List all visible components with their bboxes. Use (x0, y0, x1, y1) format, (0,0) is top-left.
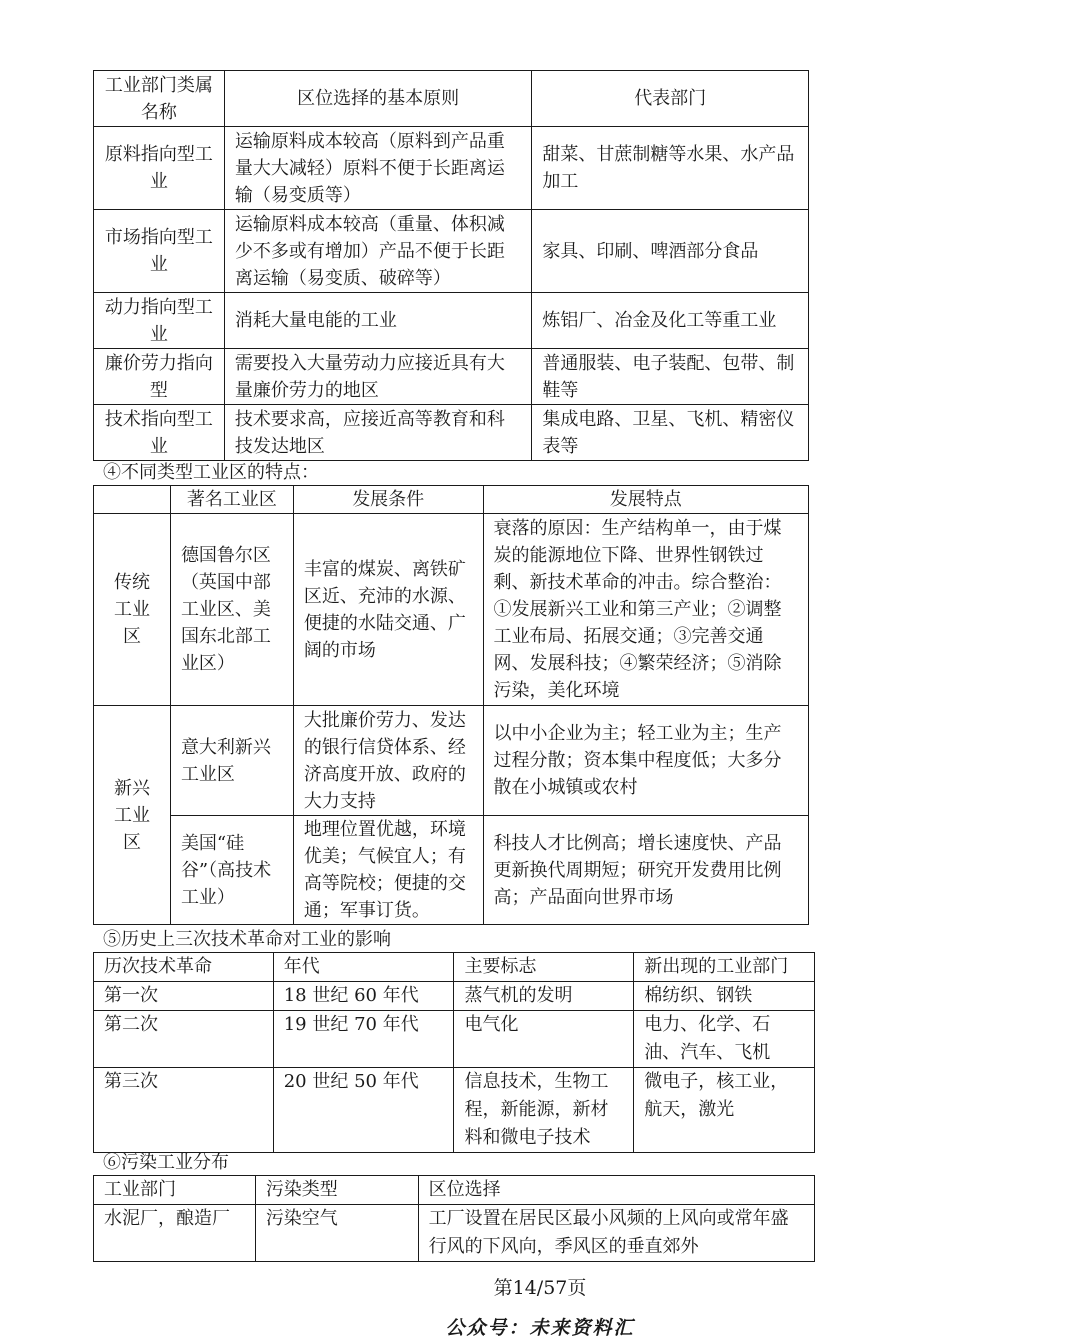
table-cell: 污染空气 (255, 1205, 418, 1262)
page-number: 第14/57页 (493, 1277, 587, 1299)
table-cell: 需要投入大量劳动力应接近具有大量廉价劳力的地区 (224, 349, 532, 405)
table-row (94, 706, 809, 816)
table-cell: 信息技术，生物工程，新能源，新材料和微电子技术 (454, 1068, 634, 1153)
table-cell: 电气化 (454, 1011, 634, 1068)
table-cell: 科技人才比例高；增长速度快、产品更新换代周期短；研究开发费用比例高；产品面向世界市场 (483, 816, 808, 925)
table-cell: 18 世纪 60 年代 (273, 982, 454, 1011)
table-cell: 德国鲁尔区（英国中部工业区、美国东北部工业区） (170, 514, 293, 706)
table-cell: 工厂设置在居民区最小风频的上风向或常年盛行风的下风向，季风区的垂直郊外 (418, 1205, 814, 1262)
table-row (94, 405, 809, 461)
table-cell: 家具、印刷、啤酒部分食品 (532, 210, 809, 293)
table-cell: 原料指向型工业 (94, 127, 225, 210)
table-cell: 美国“硅谷”（高技术工业） (170, 816, 293, 925)
table-cell: 炼铝厂、冶金及化工等重工业 (532, 293, 809, 349)
table-cell: 技术要求高，应接近高等教育和科技发达地区 (224, 405, 532, 461)
table-header-row (94, 71, 809, 127)
table-cell: 丰富的煤炭、离铁矿区近、充沛的水源、便捷的水陆交通、广阔的市场 (293, 514, 483, 706)
region-type-cell: 新兴工业区 (94, 706, 171, 925)
header-cell: 污染类型 (255, 1176, 418, 1205)
header-cell: 年代 (273, 953, 454, 982)
table-cell: 甜菜、甘蔗制糖等水果、水产品加工 (532, 127, 809, 210)
table-row (94, 349, 809, 405)
header-cell: 代表部门 (532, 71, 809, 127)
header-cell: 新出现的工业部门 (634, 953, 815, 982)
table-cell: 市场指向型工业 (94, 210, 225, 293)
header-cell: 区位选择 (418, 1176, 814, 1205)
pollution-industry-table (93, 1175, 815, 1262)
table-header-row (94, 486, 809, 514)
tech-revolutions-table (93, 952, 815, 1153)
table-cell: 意大利新兴工业区 (170, 706, 293, 816)
section-4-title: ④不同类型工业区的特点： (103, 462, 319, 483)
table-cell: 20 世纪 50 年代 (273, 1068, 454, 1153)
table-cell: 第二次 (94, 1011, 274, 1068)
table-cell: 棉纺织、钢铁 (634, 982, 815, 1011)
table-row (94, 982, 815, 1011)
table-cell: 19 世纪 70 年代 (273, 1011, 454, 1068)
table-row (94, 1011, 815, 1068)
table-row (94, 1205, 815, 1262)
header-cell: 著名工业区 (170, 486, 293, 514)
header-cell: 历次技术革命 (94, 953, 274, 982)
brand-watermark: 公众号：未来资料汇 (445, 1317, 635, 1339)
table-row (94, 1068, 815, 1153)
table-cell: 第三次 (94, 1068, 274, 1153)
table-cell: 大批廉价劳力、发达的银行信贷体系、经济高度开放、政府的大力支持 (293, 706, 483, 816)
table-header-row (94, 953, 815, 982)
header-cell: 工业部门类属名称 (94, 71, 225, 127)
table-cell: 普通服装、电子装配、包带、制鞋等 (532, 349, 809, 405)
table-cell: 集成电路、卫星、飞机、精密仪表等 (532, 405, 809, 461)
table-cell: 衰落的原因：生产结构单一，由于煤炭的能源地位下降、世界性钢铁过剩、新技术革命的冲击。综合整治：①发展新兴工业和第三产业；②调整工业布局、拓展交通；③完善交通网、发展科技；④繁荣经济；⑤消除污染，美化环境 (483, 514, 808, 706)
table-cell: 水泥厂，酿造厂 (94, 1205, 256, 1262)
industry-orientation-table (93, 70, 809, 461)
industrial-regions-table (93, 485, 809, 925)
table-cell: 地理位置优越，环境优美；气候宜人；有高等院校；便捷的交通；军事订货。 (293, 816, 483, 925)
table-cell: 消耗大量电能的工业 (224, 293, 532, 349)
header-cell: 主要标志 (454, 953, 634, 982)
table-cell: 电力、化学、石油、汽车、飞机 (634, 1011, 815, 1068)
table-cell: 以中小企业为主；轻工业为主；生产过程分散；资本集中程度低；大多分散在小城镇或农村 (483, 706, 808, 816)
table-cell: 技术指向型工业 (94, 405, 225, 461)
table-row (94, 293, 809, 349)
table-row (94, 210, 809, 293)
table-cell: 第一次 (94, 982, 274, 1011)
table-cell: 微电子，核工业，航天，激光 (634, 1068, 815, 1153)
table-cell: 廉价劳力指向型 (94, 349, 225, 405)
header-cell: 发展条件 (293, 486, 483, 514)
region-type-cell: 传统工业区 (94, 514, 171, 706)
table-cell: 运输原料成本较高（原料到产品重量大大减轻）原料不便于长距离运输（易变质等） (224, 127, 532, 210)
table-row (94, 127, 809, 210)
table-row (94, 514, 809, 706)
table-header-row (94, 1176, 815, 1205)
section-6-title: ⑥污染工业分布 (103, 1152, 229, 1173)
table-cell: 动力指向型工业 (94, 293, 225, 349)
table-cell: 运输原料成本较高（重量、体积减少不多或有增加）产品不便于长距离运输（易变质、破碎等） (224, 210, 532, 293)
table-cell: 蒸气机的发明 (454, 982, 634, 1011)
table-row (94, 816, 809, 925)
header-cell: 区位选择的基本原则 (224, 71, 532, 127)
section-5-title: ⑤历史上三次技术革命对工业的影响 (103, 929, 391, 950)
header-cell: 发展特点 (483, 486, 808, 514)
header-cell: 工业部门 (94, 1176, 256, 1205)
header-cell (94, 486, 171, 514)
